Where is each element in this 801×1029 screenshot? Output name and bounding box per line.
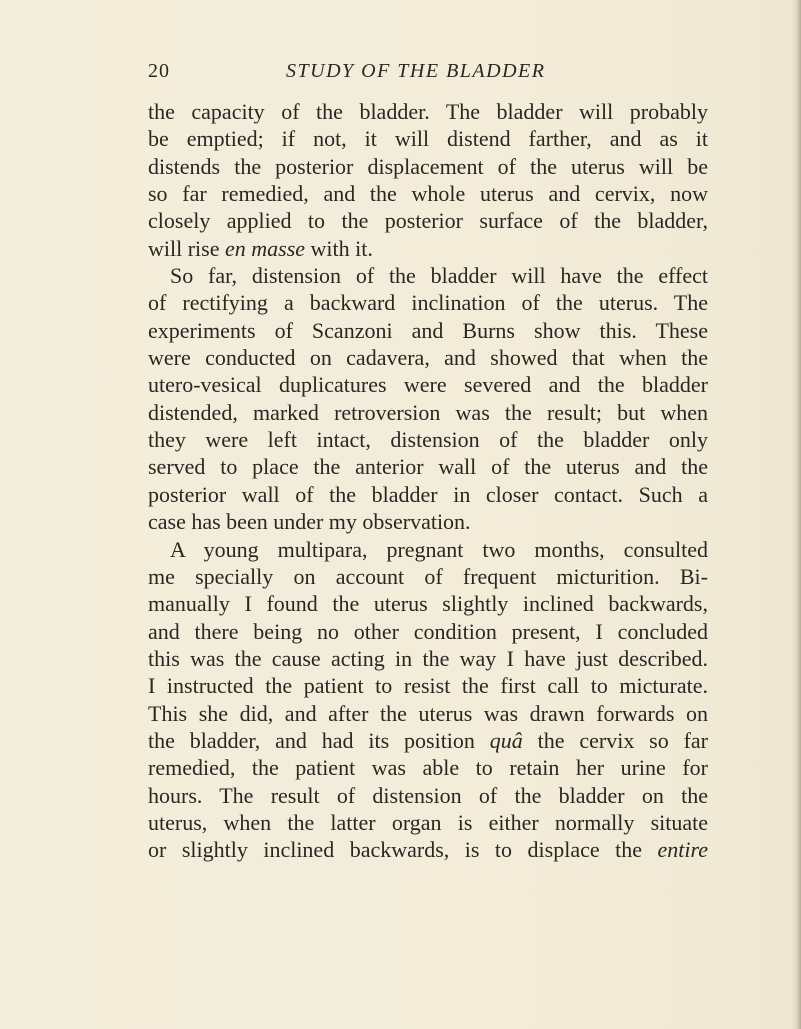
text-line: distends the posterior displacement of the uterus will be [148, 153, 708, 179]
text-line: the capacity of the bladder. The bladder will probably [148, 99, 708, 124]
text-line: will rise en masse with it. [148, 235, 373, 261]
text-line: of rectifying a backward inclination of the uterus. The [148, 290, 708, 316]
text-line: the bladder, and had its position quâ the cervix so far [148, 727, 708, 753]
italic-phrase: entire [657, 837, 708, 863]
text-line: I instructed the patient to resist the first call to micturate. [148, 673, 708, 699]
text-line: So far, distension of the bladder will have the effect [170, 263, 708, 289]
page-number: 20 [148, 60, 170, 82]
text-line: they were left intact, distension of the bladder only [148, 427, 708, 453]
text-line: so far remedied, and the whole uterus and cervix, now [148, 181, 708, 207]
text-line: distended, marked retroversion was the result; but when [148, 399, 708, 425]
text-line: closely applied to the posterior surface of the bladder, [148, 208, 708, 234]
text-line: remedied, the patient was able to retain her urine for [148, 755, 708, 781]
text-line: case has been under my observation. [148, 509, 471, 535]
text-line: A young multipara, pregnant two months, consulted [170, 536, 708, 562]
text-line: uterus, when the latter organ is either normally situate [148, 809, 708, 835]
text-line: experiments of Scanzoni and Burns show this. These [148, 317, 708, 343]
text-line: posterior wall of the bladder in closer contact. Such a [148, 481, 708, 507]
text-line: manually I found the uterus slightly inclined backwards, [148, 591, 708, 617]
text-line: or slightly inclined backwards, is to displace the entire [148, 837, 708, 863]
text-line: and there being no other condition present, I concluded [148, 618, 708, 644]
text-line: served to place the anterior wall of the uterus and the [148, 454, 708, 480]
page-header [148, 60, 708, 90]
italic-phrase: en masse [225, 235, 306, 261]
text-line: were conducted on cadavera, and showed that when the [148, 345, 708, 371]
text-line: me specially on account of frequent micturition. Bi- [148, 563, 708, 589]
text-line: This she did, and after the uterus was drawn forwards on [148, 700, 708, 726]
text-line: this was the cause acting in the way I have just described. [148, 645, 708, 671]
body-text [148, 98, 708, 864]
text-line: utero-vesical duplicatures were severed and the bladder [148, 372, 708, 398]
italic-phrase: quâ [489, 727, 523, 753]
text-line: be emptied; if not, it will distend farther, and as it [148, 126, 708, 152]
running-head: STUDY OF THE BLADDER [286, 60, 546, 82]
text-line: hours. The result of distension of the bladder on the [148, 782, 708, 808]
page-edge-shadow [791, 0, 801, 1029]
